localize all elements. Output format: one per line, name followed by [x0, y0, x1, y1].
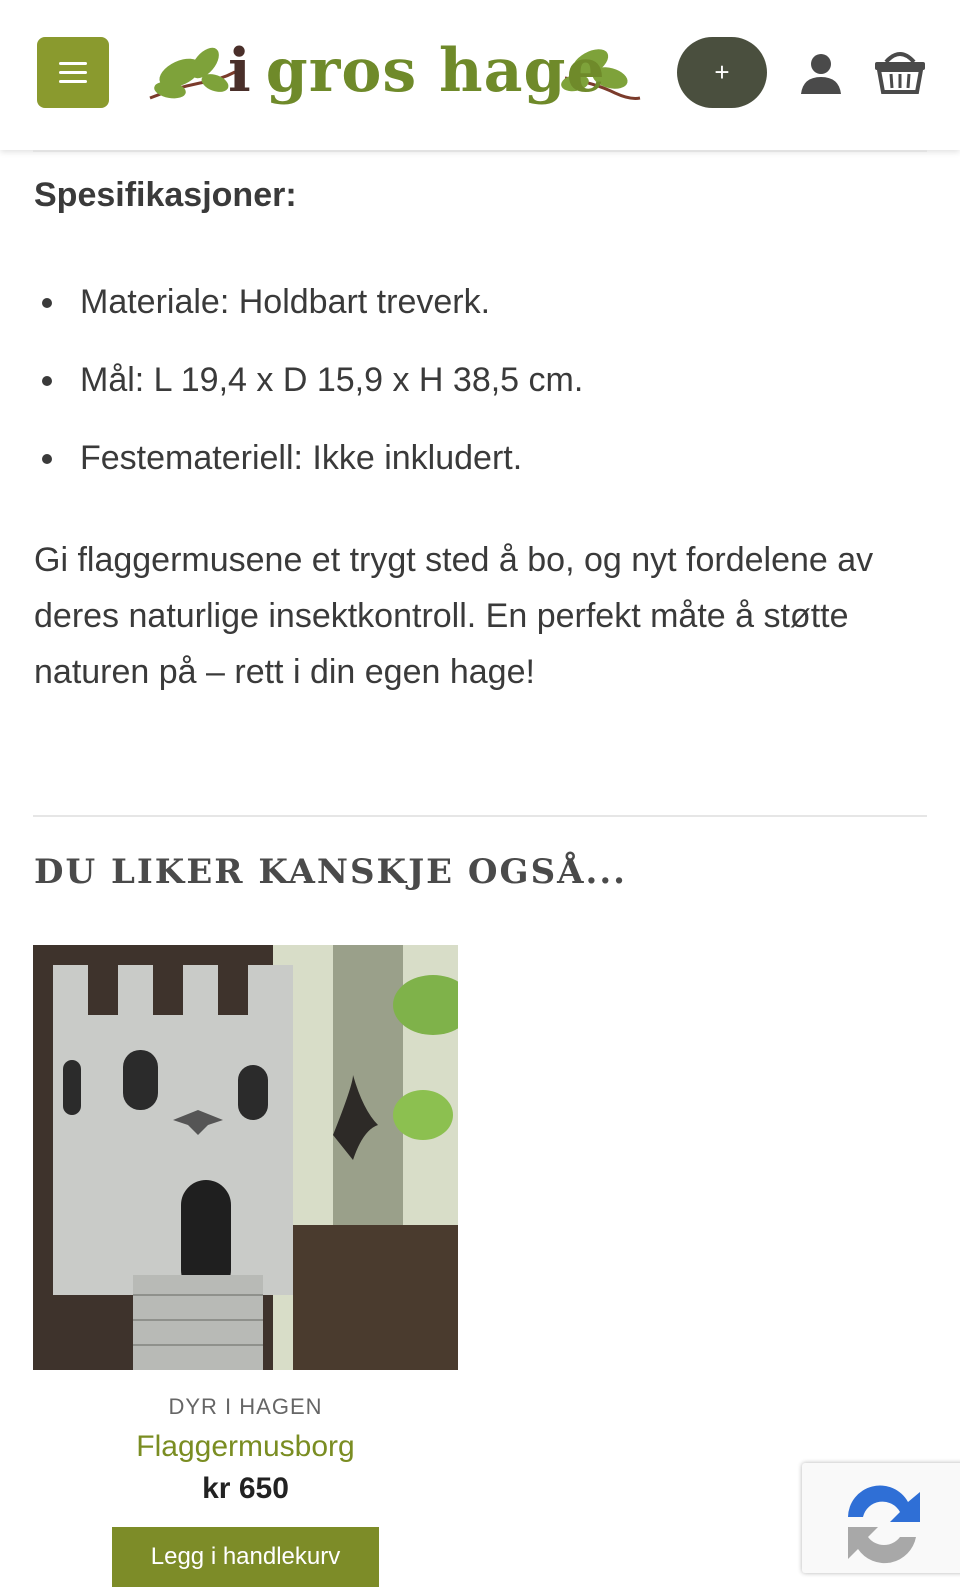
specs-title: Spesifikasjoner: [34, 176, 297, 214]
menu-button[interactable] [37, 37, 109, 108]
logo-prefix: i [228, 36, 252, 106]
product-price: kr 650 [202, 1472, 289, 1505]
plus-button[interactable]: + [677, 37, 767, 108]
site-header [0, 0, 960, 150]
product-name-link[interactable]: Flaggermusborg [136, 1430, 355, 1463]
hamburger-icon-line [59, 80, 87, 83]
hamburger-icon-line [59, 71, 87, 74]
account-icon[interactable] [798, 50, 844, 96]
logo-text: gros hage [265, 36, 606, 106]
section-divider [33, 815, 927, 817]
site-logo[interactable] [145, 28, 645, 118]
related-products-title: DU LIKER KANSKJE OGSÅ... [34, 852, 628, 892]
specs-list [34, 276, 583, 510]
hamburger-icon-line [59, 62, 87, 65]
spec-item: Materiale: Holdbart treverk. [34, 276, 583, 354]
logo-wordmark [228, 36, 606, 106]
add-to-cart-button[interactable]: Legg i handlekurv [112, 1527, 379, 1587]
header-divider [33, 150, 927, 152]
product-image[interactable] [33, 945, 458, 1370]
spec-item: Festemateriell: Ikke inkludert. [34, 432, 583, 510]
product-category[interactable]: DYR I HAGEN [168, 1394, 323, 1419]
recaptcha-icon [838, 1477, 928, 1567]
spec-item: Mål: L 19,4 x D 15,9 x H 38,5 cm. [34, 354, 583, 432]
basket-icon[interactable] [872, 44, 928, 96]
product-description: Gi flaggermusene et trygt sted å bo, og nyt fordelene av deres naturlige insektkontroll. En perfekt måte å støtte naturen på – rett i din egen hage! [34, 541, 874, 691]
recaptcha-badge[interactable] [802, 1463, 960, 1573]
